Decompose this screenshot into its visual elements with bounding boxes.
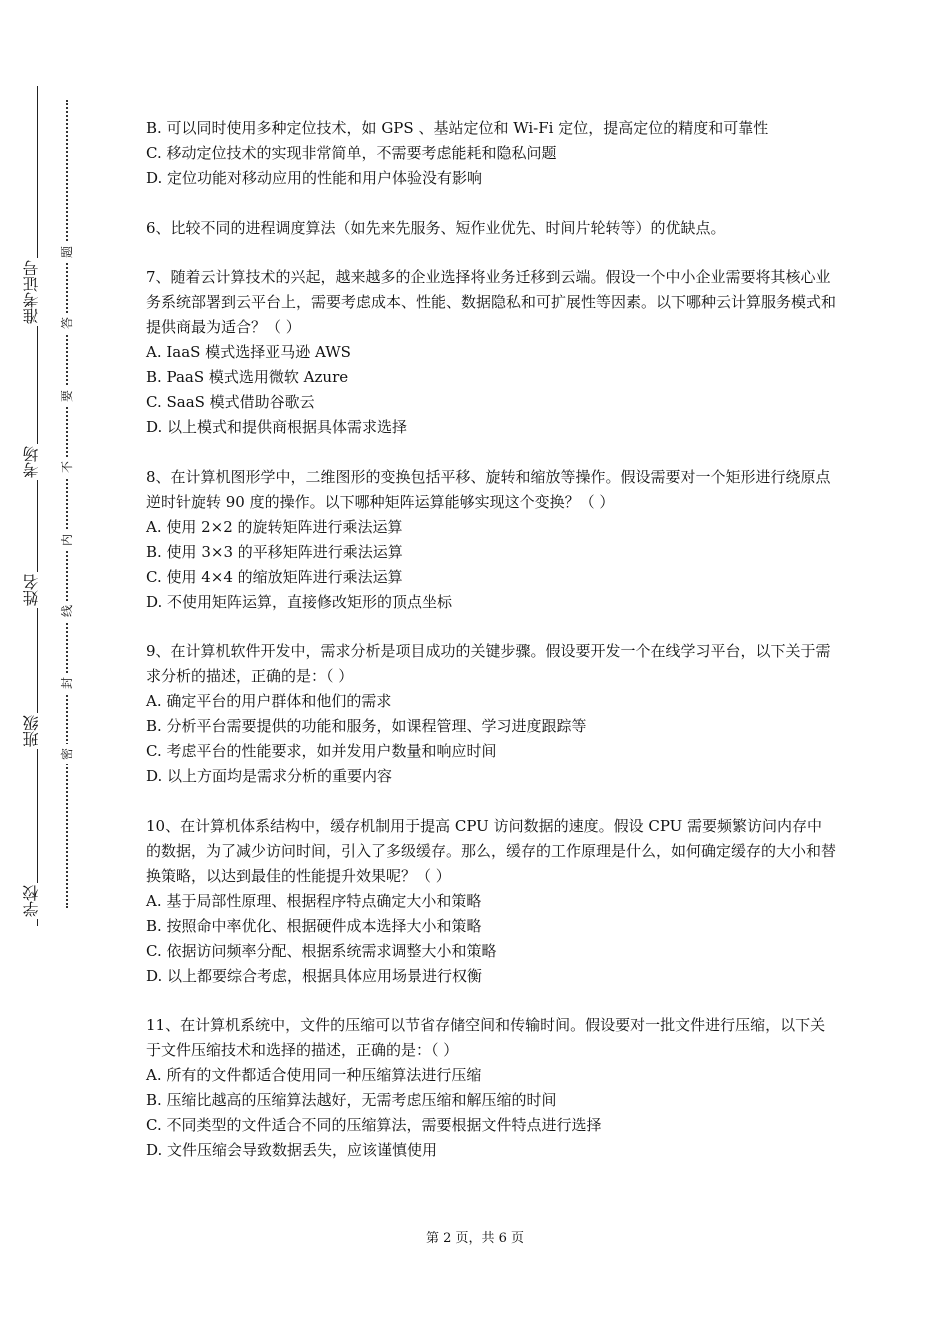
binding-margin (0, 0, 110, 1344)
binding-dotted-line (66, 100, 68, 908)
binding-solid-line (37, 86, 38, 926)
question-stem: 6、比较不同的进程调度算法（如先来先服务、短作业优先、时间片轮转等）的优缺点。 (146, 218, 726, 237)
option: B. PaaS 模式选用微软 Azure (146, 368, 349, 386)
seal-char: 要 (57, 386, 77, 406)
question-item (146, 639, 836, 789)
seal-char: 不 (57, 457, 77, 477)
option: B. 可以同时使用多种定位技术，如 GPS 、基站定位和 Wi-Fi 定位，提高定位的精度和可靠性 (146, 119, 769, 137)
option: A. 所有的文件都适合使用同一种压缩算法进行压缩 (146, 1066, 482, 1084)
option: D. 文件压缩会导致数据丢失，应该谨慎使用 (146, 1141, 438, 1159)
seal-char: 答 (57, 313, 77, 333)
seal-char: 密 (57, 744, 77, 764)
seal-char: 内 (57, 530, 77, 550)
option: B. 按照命中率优化、根据硬件成本选择大小和策略 (146, 916, 482, 935)
option: D. 以上方面均是需求分析的重要内容 (146, 767, 393, 785)
option: D. 定位功能对移动应用的性能和用户体验没有影响 (146, 169, 483, 187)
seal-char: 封 (57, 673, 77, 693)
option: C. 依据访问频率分配、根据系统需求调整大小和策略 (146, 941, 497, 960)
field-admission-number: 准考证号 (22, 258, 52, 326)
question-stem: 7、随着云计算技术的兴起，越来越多的企业选择将业务迁移到云端。假设一个中小企业需要将其核心业务系统部署到云平台上，需要考虑成本、性能、数据隐私和可扩展性等因素。以下哪种云计算服务模式和提供商最为适合？（ ） (146, 268, 837, 336)
question-stem: 8、在计算机图形学中，二维图形的变换包括平移、旋转和缩放等操作。假设需要对一个矩形进行绕原点逆时针旋转 90 度的操作。以下哪种矩阵运算能够实现这个变换？（ ） (146, 467, 831, 511)
seal-char: 题 (57, 242, 77, 262)
option: A. IaaS 模式选择亚马逊 AWS (146, 343, 351, 361)
page-footer: 第 2 页，共 6 页 (425, 1231, 525, 1246)
question-item (146, 116, 836, 191)
field-name: 姓名 (22, 572, 52, 608)
question-item (146, 265, 836, 440)
option: D. 以上模式和提供商根据具体需求选择 (146, 418, 408, 436)
question-stem: 10、在计算机体系结构中，缓存机制用于提高 CPU 访问数据的速度。假设 CPU 需要频繁访问内存中的数据，为了减少访问时间，引入了多级缓存。那么，缓存的工作原理是什么，如何确定缓存的大小和替换策略，以达到最佳的性能提升效果呢？（ ） (146, 816, 837, 885)
option: A. 基于局部性原理、根据程序特点确定大小和策略 (146, 891, 482, 910)
question-item (146, 814, 836, 989)
question-stem: 11、在计算机系统中，文件的压缩可以节省存储空间和传输时间。假设要对一批文件进行压缩，以下关于文件压缩技术和选择的描述，正确的是：（ ） (146, 1016, 826, 1059)
field-class: 班级 (22, 713, 52, 749)
option: B. 使用 3×3 的平移矩阵进行乘法运算 (146, 542, 403, 561)
question-stem: 9、在计算机软件开发中，需求分析是项目成功的关键步骤。假设要开发一个在线学习平台，以下关于需求分析的描述，正确的是：（ ） (146, 642, 831, 685)
option: C. 移动定位技术的实现非常简单，不需要考虑能耗和隐私问题 (146, 144, 557, 162)
question-list (146, 116, 836, 1188)
option: A. 确定平台的用户群体和他们的需求 (146, 692, 392, 710)
question-item (146, 216, 836, 241)
question-item (146, 1013, 836, 1163)
field-school: 学校 (22, 883, 52, 919)
seal-char: 线 (57, 601, 77, 621)
question-item (146, 465, 836, 615)
option: B. 压缩比越高的压缩算法越好，无需考虑压缩和解压缩的时间 (146, 1091, 557, 1109)
option: D. 不使用矩阵运算，直接修改矩形的顶点坐标 (146, 592, 453, 611)
option: A. 使用 2×2 的旋转矩阵进行乘法运算 (146, 517, 403, 536)
option: C. SaaS 模式借助谷歌云 (146, 393, 315, 411)
option: C. 不同类型的文件适合不同的压缩算法，需要根据文件特点进行选择 (146, 1116, 602, 1134)
option: C. 使用 4×4 的缩放矩阵进行乘法运算 (146, 567, 403, 586)
option: C. 考虑平台的性能要求，如并发用户数量和响应时间 (146, 742, 497, 760)
option: B. 分析平台需要提供的功能和服务，如课程管理、学习进度跟踪等 (146, 717, 587, 735)
option: D. 以上都要综合考虑，根据具体应用场景进行权衡 (146, 966, 483, 985)
field-exam-room: 考场 (22, 444, 52, 480)
